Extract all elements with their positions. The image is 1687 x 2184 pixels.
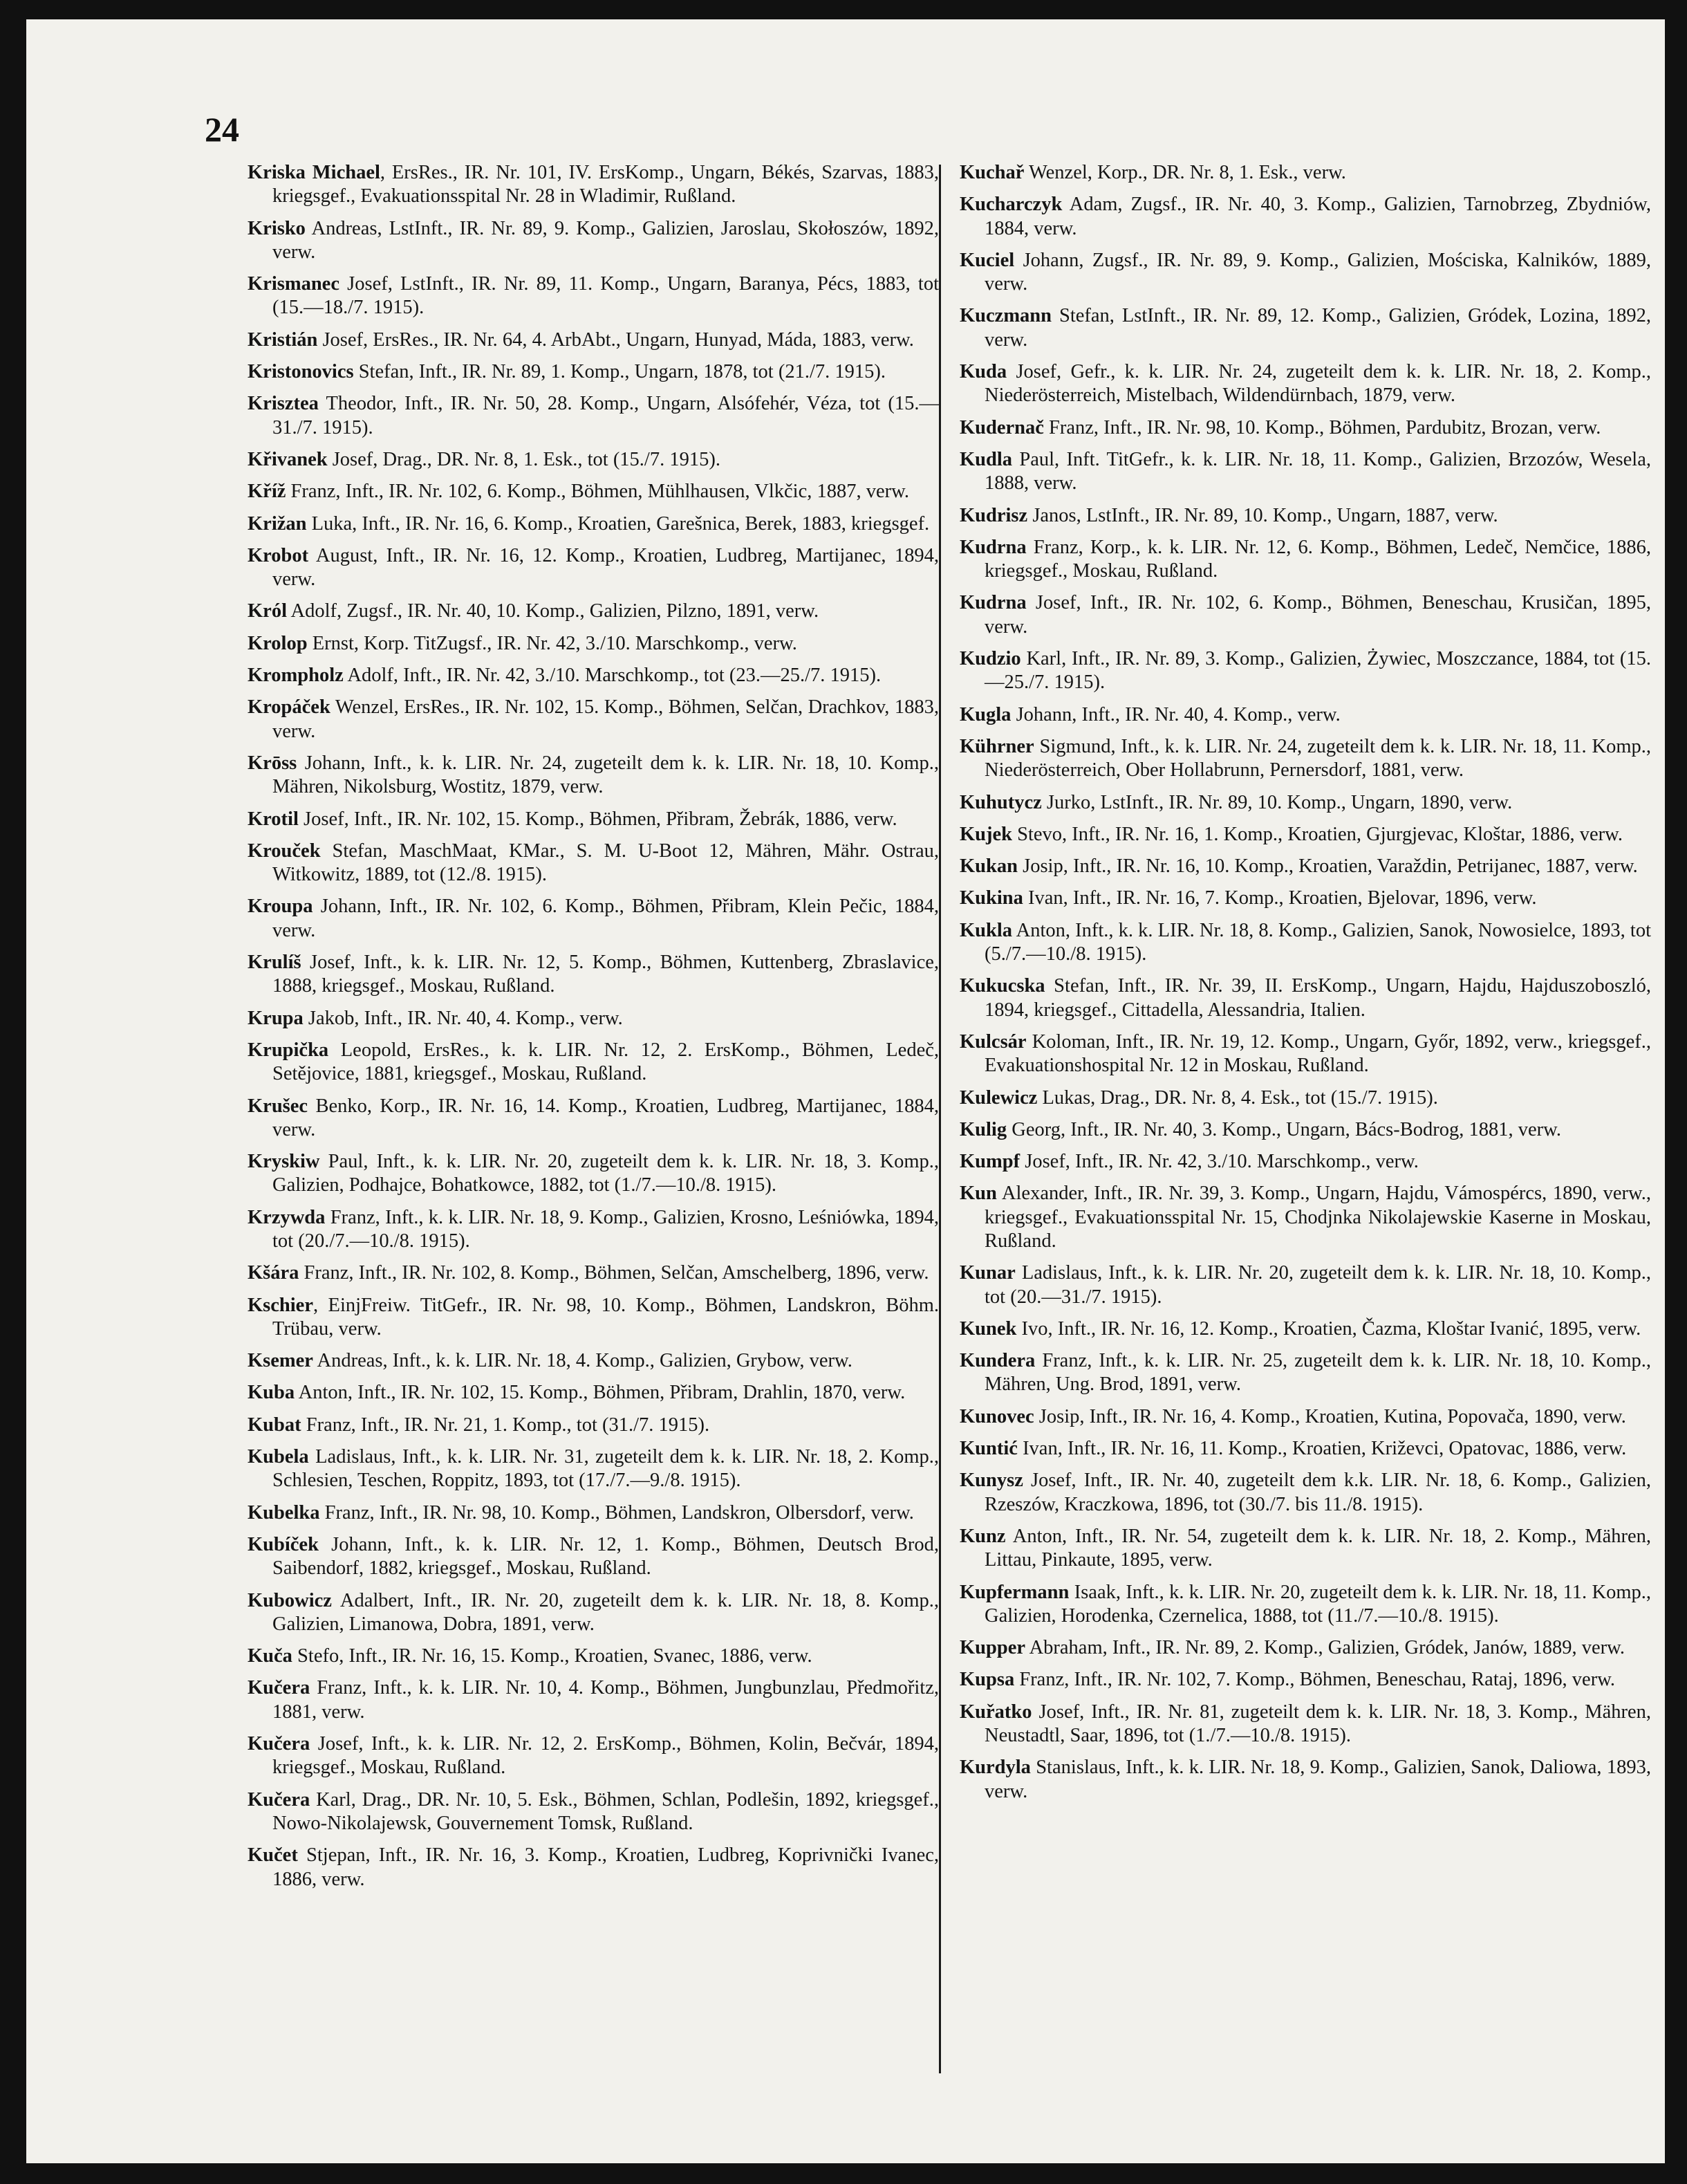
entry-surname: Kudrisz	[960, 504, 1028, 526]
entry-surname: Kudrna	[960, 592, 1027, 614]
entry-details: Josef, Inft., IR. Nr. 40, zugeteilt dem k.k. LIR. Nr. 18, 6. Komp., Galizien, Rzeszów, Kraczkowa, 1896, tot (30./7. bis 11./8. 1915).	[985, 1470, 1651, 1515]
entry-details: Stefan, MaschMaat, KMar., S. M. U-Boot 12, Mähren, Mähr. Ostrau, Witkowitz, 1889, tot (12./8. 1915).	[272, 840, 939, 886]
entry-surname: Kudrna	[960, 536, 1027, 558]
register-entry	[248, 1414, 939, 1437]
entry-details: Adolf, Inft., IR. Nr. 42, 3./10. Marschkomp., tot (23.—25./7. 1915).	[343, 665, 882, 687]
entry-surname: Krompholz	[248, 665, 344, 687]
entry-details: Franz, Inft., IR. Nr. 102, 7. Komp., Böhmen, Beneschau, Rataj, 1896, verw.	[1014, 1669, 1616, 1691]
register-entry	[960, 887, 1651, 910]
entry-details: Andreas, Inft., k. k. LIR. Nr. 18, 4. Komp., Galizien, Grybow, verw.	[313, 1350, 852, 1372]
register-entry	[248, 1589, 939, 1637]
register-entry	[248, 1261, 939, 1285]
entry-details: Alexander, Inft., IR. Nr. 39, 3. Komp., Ungarn, Hajdu, Vámospércs, 1890, verw., kriegsgef., Evakuationsspital Nr. 15, Chodjnka Nikolajewskie Kaserne in Moskau, Rußland.	[985, 1183, 1651, 1252]
entry-details: Jurko, LstInft., IR. Nr. 89, 10. Komp., Ungarn, 1890, verw.	[1041, 791, 1513, 813]
entry-details: Karl, Inft., IR. Nr. 89, 3. Komp., Galizien, Żywiec, Moszczance, 1884, tot (15.—25./7. 1915).	[985, 648, 1651, 694]
page-sheet	[26, 19, 1665, 2163]
entry-details: , EinjFreiw. TitGefr., IR. Nr. 98, 10. Komp., Böhmen, Landskron, Böhm. Trübau, verw.	[272, 1294, 939, 1340]
entry-surname: Krisztea	[248, 393, 319, 415]
entry-details: Adam, Zugsf., IR. Nr. 40, 3. Komp., Galizien, Tarnobrzeg, Zbydniów, 1884, verw.	[985, 194, 1651, 239]
entry-details: Andreas, LstInft., IR. Nr. 89, 9. Komp., Galizien, Jaroslau, Skołoszów, 1892, verw.	[272, 217, 939, 263]
register-entry	[960, 974, 1651, 1022]
register-entry	[960, 1030, 1651, 1078]
entry-surname: Kuča	[248, 1645, 292, 1667]
entry-surname: Kriska Michael	[248, 162, 380, 183]
entry-surname: Križan	[248, 512, 307, 535]
entry-surname: Krismanec	[248, 273, 339, 295]
register-entry	[960, 1086, 1651, 1110]
entry-surname: Kurdyla	[960, 1757, 1031, 1779]
register-entry	[248, 1150, 939, 1198]
entry-details: Stefo, Inft., IR. Nr. 16, 15. Komp., Kroatien, Svanec, 1886, verw.	[292, 1645, 812, 1667]
right-column	[960, 161, 1651, 1812]
entry-surname: Krotil	[248, 808, 299, 830]
entry-details: Luka, Inft., IR. Nr. 16, 6. Komp., Kroatien, Garešnica, Berek, 1883, kriegsgef.	[306, 512, 930, 535]
entry-details: Koloman, Inft., IR. Nr. 19, 12. Komp., Ungarn, Győr, 1892, verw., kriegsgef., Evakuationshospital Nr. 12 in Moskau, Rußland.	[985, 1030, 1651, 1077]
entry-surname: Kukla	[960, 919, 1013, 941]
left-column	[248, 161, 939, 1900]
entry-details: Josef, ErsRes., IR. Nr. 64, 4. ArbAbt., Ungarn, Hunyad, Máda, 1883, verw.	[317, 328, 914, 351]
register-entry	[248, 272, 939, 320]
register-entry	[248, 840, 939, 887]
entry-surname: Król	[248, 600, 287, 622]
entry-surname: Kuřatko	[960, 1701, 1032, 1723]
entry-details: Josef, Inft., k. k. LIR. Nr. 12, 5. Komp., Böhmen, Kuttenberg, Zbraslavice, 1888, kriegsgef., Moskau, Rußland.	[272, 952, 939, 997]
entry-surname: Krušec	[248, 1095, 308, 1117]
entry-details: Jakob, Inft., IR. Nr. 40, 4. Komp., verw.	[303, 1007, 623, 1029]
entry-details: Stefan, Inft., IR. Nr. 39, II. ErsKomp., Ungarn, Hajdu, Hajduszoboszló, 1894, kriegsgef., Cittadella, Alessandria, Italien.	[985, 975, 1651, 1021]
entry-details: Franz, Inft., IR. Nr. 102, 6. Komp., Böhmen, Mühlhausen, Vlkčic, 1887, verw.	[286, 481, 909, 503]
entry-details: Franz, Inft., IR. Nr. 21, 1. Komp., tot (31./7. 1915).	[301, 1414, 710, 1436]
entry-surname: Kučera	[248, 1677, 310, 1699]
register-entry	[960, 448, 1651, 496]
register-entry	[248, 1039, 939, 1086]
entry-details: Franz, Inft., IR. Nr. 98, 10. Komp., Böhmen, Landskron, Olbersdorf, verw.	[319, 1501, 914, 1524]
entry-surname: Kukina	[960, 887, 1023, 909]
entry-surname: Kunysz	[960, 1470, 1023, 1492]
entry-surname: Krisko	[248, 217, 306, 239]
register-entry	[248, 1095, 939, 1142]
entry-details: Josef, Inft., IR. Nr. 42, 3./10. Marschkomp., verw.	[1020, 1151, 1419, 1173]
register-entry	[960, 1118, 1651, 1142]
entry-details: Franz, Inft., k. k. LIR. Nr. 25, zugeteilt dem k. k. LIR. Nr. 18, 10. Komp., Mähren, Ung. Brod, 1891, verw.	[985, 1350, 1651, 1396]
entry-surname: Kuba	[248, 1382, 295, 1404]
entry-surname: Kunek	[960, 1317, 1017, 1340]
register-entry	[248, 448, 939, 472]
entry-surname: Kumpf	[960, 1151, 1020, 1173]
register-entry	[960, 1756, 1651, 1804]
register-entry	[960, 647, 1651, 695]
entry-details: Anton, Inft., IR. Nr. 102, 15. Komp., Böhmen, Přibram, Drahlin, 1870, verw.	[295, 1382, 906, 1404]
entry-details: Leopold, ErsRes., k. k. LIR. Nr. 12, 2. ErsKomp., Böhmen, Ledeč, Setějovice, 1881, kriegsgef., Moskau, Rußland.	[272, 1039, 939, 1085]
entry-details: Johann, Inft., IR. Nr. 102, 6. Komp., Böhmen, Přibram, Klein Pečic, 1884, verw.	[272, 896, 939, 941]
register-entry	[960, 1581, 1651, 1629]
entry-details: Theodor, Inft., IR. Nr. 50, 28. Komp., Ungarn, Alsófehér, Véza, tot (15.—31./7. 1915).	[272, 393, 939, 438]
entry-details: , ErsRes., IR. Nr. 101, IV. ErsKomp., Ungarn, Békés, Szarvas, 1883, kriegsgef., Evakuationsspital Nr. 28 in Wladimir, Rußland.	[272, 162, 939, 207]
entry-details: Karl, Drag., DR. Nr. 10, 5. Esk., Böhmen, Schlan, Podlešin, 1892, kriegsgef., Nowo-Nikolajewsk, Gouvernement Tomsk, Rußland.	[272, 1788, 939, 1834]
entry-surname: Krupa	[248, 1007, 304, 1029]
entry-details: Janos, LstInft., IR. Nr. 89, 10. Komp., Ungarn, 1887, verw.	[1027, 504, 1498, 526]
entry-surname: Kupfermann	[960, 1581, 1070, 1603]
entry-surname: Kulig	[960, 1118, 1007, 1140]
register-entry	[248, 600, 939, 623]
entry-details: Ivan, Inft., IR. Nr. 16, 11. Komp., Kroatien, Križevci, Opatovac, 1886, verw.	[1017, 1438, 1627, 1460]
register-entry	[960, 504, 1651, 528]
entry-surname: Kun	[960, 1183, 997, 1205]
entry-surname: Krolop	[248, 632, 308, 654]
entry-surname: Kulewicz	[960, 1086, 1038, 1109]
register-entry	[248, 632, 939, 656]
register-entry	[960, 1525, 1651, 1573]
register-entry	[248, 951, 939, 999]
entry-details: Josip, Inft., IR. Nr. 16, 4. Komp., Kroatien, Kutina, Popovača, 1890, verw.	[1034, 1405, 1626, 1427]
register-entry	[248, 1676, 939, 1724]
register-entry	[248, 1294, 939, 1342]
entry-details: Wenzel, ErsRes., IR. Nr. 102, 15. Komp., Böhmen, Selčan, Drachkov, 1883, verw.	[272, 696, 939, 742]
entry-surname: Kudernač	[960, 416, 1044, 438]
register-entry	[960, 1150, 1651, 1174]
entry-surname: Kuczmann	[960, 305, 1052, 327]
entry-surname: Kuhutycz	[960, 791, 1042, 813]
entry-surname: Kukucska	[960, 975, 1045, 997]
entry-details: Anton, Inft., IR. Nr. 54, zugeteilt dem k. k. LIR. Nr. 18, 2. Komp., Mähren, Littau, Pinkaute, 1895, verw.	[985, 1525, 1651, 1571]
register-entry	[960, 1437, 1651, 1461]
entry-details: Stanislaus, Inft., k. k. LIR. Nr. 18, 9. Komp., Galizien, Sanok, Daliowa, 1893, verw.	[985, 1757, 1651, 1802]
entry-surname: Kunovec	[960, 1405, 1034, 1427]
register-entry	[960, 919, 1651, 967]
entry-surname: Kristián	[248, 328, 318, 351]
entry-details: Lukas, Drag., DR. Nr. 8, 4. Esk., tot (15./7. 1915).	[1037, 1086, 1438, 1109]
entry-details: Johann, Inft., IR. Nr. 40, 4. Komp., verw.	[1011, 703, 1341, 725]
register-entry	[960, 249, 1651, 297]
entry-surname: Krouček	[248, 840, 321, 862]
entry-surname: Kubowicz	[248, 1589, 332, 1611]
entry-surname: Kunz	[960, 1525, 1006, 1547]
register-entry	[248, 328, 939, 352]
entry-details: Paul, Inft. TitGefr., k. k. LIR. Nr. 18, 11. Komp., Galizien, Brzozów, Wesela, 1888, verw.	[985, 448, 1651, 494]
entry-details: Stefan, Inft., IR. Nr. 89, 1. Komp., Ungarn, 1878, tot (21./7. 1915).	[353, 361, 886, 383]
entry-details: Ernst, Korp. TitZugsf., IR. Nr. 42, 3./10. Marschkomp., verw.	[307, 632, 797, 654]
entry-details: Josip, Inft., IR. Nr. 16, 10. Komp., Kroatien, Varaždin, Petrijanec, 1887, verw.	[1017, 855, 1638, 878]
entry-details: Georg, Inft., IR. Nr. 40, 3. Komp., Ungarn, Bács-Bodrog, 1881, verw.	[1007, 1118, 1561, 1140]
entry-details: Johann, Inft., k. k. LIR. Nr. 24, zugeteilt dem k. k. LIR. Nr. 18, 10. Komp., Mähren, Nikolsburg, Wostitz, 1879, verw.	[272, 752, 939, 798]
register-entry	[248, 1206, 939, 1254]
register-entry	[248, 512, 939, 536]
register-entry	[960, 304, 1651, 352]
entry-details: Josef, Inft., k. k. LIR. Nr. 12, 2. ErsKomp., Böhmen, Kolin, Bečvár, 1894, kriegsgef., Moskau, Rußland.	[272, 1733, 939, 1779]
entry-details: Franz, Inft., IR. Nr. 98, 10. Komp., Böhmen, Pardubitz, Brozan, verw.	[1043, 416, 1601, 438]
entry-surname: Kubíček	[248, 1533, 319, 1555]
entry-surname: Kučera	[248, 1733, 310, 1755]
register-entry	[960, 791, 1651, 815]
entry-surname: Kubela	[248, 1446, 309, 1468]
entry-surname: Krobot	[248, 544, 309, 566]
entry-details: Josef, Drag., DR. Nr. 8, 1. Esk., tot (15./7. 1915).	[327, 448, 720, 470]
entry-surname: Kšára	[248, 1262, 299, 1284]
register-entry	[248, 1381, 939, 1405]
entry-details: Adalbert, Inft., IR. Nr. 20, zugeteilt dem k. k. LIR. Nr. 18, 8. Komp., Galizien, Limanowa, Dobra, 1891, verw.	[272, 1589, 939, 1635]
entry-surname: Kulcsár	[960, 1030, 1027, 1053]
entry-details: Franz, Inft., IR. Nr. 102, 8. Komp., Böhmen, Selčan, Amschelberg, 1896, verw.	[299, 1262, 929, 1284]
register-entry	[960, 1636, 1651, 1660]
register-entry	[960, 1668, 1651, 1692]
entry-details: Anton, Inft., k. k. LIR. Nr. 18, 8. Komp., Galizien, Sanok, Nowosielce, 1893, tot (5./7.—10./8. 1915).	[985, 919, 1651, 965]
register-entry	[248, 895, 939, 943]
entry-details: Paul, Inft., k. k. LIR. Nr. 20, zugeteilt dem k. k. LIR. Nr. 18, 3. Komp., Galizien, Podhajce, Bohatkowce, 1882, tot (1./7.—10./8. 1915).	[272, 1151, 939, 1196]
register-entry	[248, 1501, 939, 1525]
entry-details: Josef, LstInft., IR. Nr. 89, 11. Komp., Ungarn, Baranya, Pécs, 1883, tot (15.—18./7. 1915).	[272, 273, 939, 319]
register-entry	[248, 1349, 939, 1373]
entry-details: Adolf, Zugsf., IR. Nr. 40, 10. Komp., Galizien, Pilzno, 1891, verw.	[287, 600, 819, 622]
register-entry	[960, 193, 1651, 241]
entry-surname: Kugla	[960, 703, 1012, 725]
entry-details: Franz, Inft., k. k. LIR. Nr. 10, 4. Komp., Böhmen, Jungbunzlau, Předmořitz, 1881, verw.	[272, 1677, 939, 1723]
register-entry	[960, 1182, 1651, 1253]
entry-surname: Kuchař	[960, 162, 1025, 183]
entry-details: Josef, Inft., IR. Nr. 102, 6. Komp., Böhmen, Beneschau, Krusičan, 1895, verw.	[985, 592, 1651, 638]
entry-surname: Kryskiw	[248, 1151, 320, 1173]
entry-surname: Kuntić	[960, 1438, 1018, 1460]
entry-surname: Kučet	[248, 1844, 298, 1867]
register-entry	[960, 703, 1651, 727]
entry-surname: Kubat	[248, 1414, 301, 1436]
entry-details: Ivan, Inft., IR. Nr. 16, 7. Komp., Kroatien, Bjelovar, 1896, verw.	[1023, 887, 1537, 909]
register-entry	[248, 1645, 939, 1668]
entry-details: Stevo, Inft., IR. Nr. 16, 1. Komp., Kroatien, Gjurgjevac, Kloštar, 1886, verw.	[1012, 823, 1623, 845]
register-entry	[960, 360, 1651, 408]
entry-surname: Kujek	[960, 823, 1013, 845]
entry-details: Benko, Korp., IR. Nr. 16, 14. Komp., Kroatien, Ludbreg, Martijanec, 1884, verw.	[272, 1095, 939, 1140]
register-entry	[960, 1317, 1651, 1341]
register-entry	[248, 217, 939, 265]
entry-surname: Kundera	[960, 1350, 1036, 1372]
register-entry	[248, 1445, 939, 1493]
entry-surname: Krzywda	[248, 1206, 326, 1228]
entry-details: Ladislaus, Inft., k. k. LIR. Nr. 31, zugeteilt dem k. k. LIR. Nr. 18, 2. Komp., Schlesien, Teschen, Roppitz, 1893, tot (17./7.—9./8. 1915).	[272, 1446, 939, 1492]
register-entry	[960, 416, 1651, 440]
entry-surname: Kunar	[960, 1262, 1016, 1284]
entry-details: August, Inft., IR. Nr. 16, 12. Komp., Kroatien, Ludbreg, Martijanec, 1894, verw.	[272, 544, 939, 591]
register-entry	[960, 591, 1651, 639]
register-entry	[960, 1405, 1651, 1429]
register-entry	[960, 1701, 1651, 1748]
entry-details: Wenzel, Korp., DR. Nr. 8, 1. Esk., verw.	[1024, 162, 1346, 183]
entry-surname: Kührner	[960, 735, 1034, 757]
register-entry	[248, 808, 939, 831]
entry-surname: Kříž	[248, 481, 286, 503]
entry-details: Franz, Inft., k. k. LIR. Nr. 18, 9. Komp., Galizien, Krosno, Leśniówka, 1894, tot (20./7.—10./8. 1915).	[272, 1206, 939, 1252]
register-entry	[248, 544, 939, 592]
register-entry	[960, 536, 1651, 584]
entry-details: Stefan, LstInft., IR. Nr. 89, 12. Komp., Galizien, Gródek, Lozina, 1892, verw.	[985, 305, 1651, 351]
register-entry	[248, 161, 939, 209]
register-entry	[960, 735, 1651, 783]
entry-details: Johann, Inft., k. k. LIR. Nr. 12, 1. Komp., Böhmen, Deutsch Brod, Saibendorf, 1882, kriegsgef., Moskau, Rußland.	[272, 1533, 939, 1580]
register-entry	[960, 1349, 1651, 1397]
register-entry	[248, 1007, 939, 1030]
page-number: 24	[205, 110, 239, 149]
entry-surname: Kristonovics	[248, 361, 354, 383]
entry-details: Sigmund, Inft., k. k. LIR. Nr. 24, zugeteilt dem k. k. LIR. Nr. 18, 11. Komp., Niederösterreich, Ober Hollabrunn, Pernersdorf, 1881, verw.	[985, 735, 1651, 781]
register-entry	[248, 696, 939, 743]
entry-surname: Krōss	[248, 752, 297, 774]
column-divider	[939, 165, 941, 2073]
register-entry	[960, 1469, 1651, 1517]
entry-surname: Kupper	[960, 1637, 1026, 1659]
register-entry	[248, 392, 939, 440]
entry-details: Josef, Inft., IR. Nr. 102, 15. Komp., Böhmen, Přibram, Žebrák, 1886, verw.	[298, 808, 897, 830]
register-entry	[248, 1844, 939, 1891]
register-entry	[248, 664, 939, 687]
entry-surname: Kucharczyk	[960, 194, 1063, 216]
entry-surname: Kroupa	[248, 896, 313, 918]
entry-surname: Krupička	[248, 1039, 329, 1061]
register-entry	[248, 1788, 939, 1836]
register-entry	[960, 823, 1651, 846]
entry-surname: Kučera	[248, 1788, 310, 1811]
register-entry	[960, 1261, 1651, 1309]
register-entry	[248, 1533, 939, 1581]
entry-details: Ivo, Inft., IR. Nr. 16, 12. Komp., Kroatien, Čazma, Kloštar Ivanić, 1895, verw.	[1016, 1317, 1641, 1340]
entry-details: Ladislaus, Inft., k. k. LIR. Nr. 20, zugeteilt dem k. k. LIR. Nr. 18, 10. Komp., tot (20.—31./7. 1915).	[985, 1262, 1651, 1308]
entry-surname: Kupsa	[960, 1669, 1015, 1691]
entry-surname: Krulíš	[248, 952, 301, 974]
entry-details: Josef, Gefr., k. k. LIR. Nr. 24, zugeteilt dem k. k. LIR. Nr. 18, 2. Komp., Niederösterreich, Mistelbach, Wildendürnbach, 1879, verw.	[985, 361, 1651, 407]
register-entry	[248, 1732, 939, 1780]
entry-details: Johann, Zugsf., IR. Nr. 89, 9. Komp., Galizien, Mościska, Kalników, 1889, verw.	[985, 249, 1651, 295]
register-entry	[960, 161, 1651, 185]
register-entry	[248, 480, 939, 503]
entry-surname: Ksemer	[248, 1350, 313, 1372]
entry-surname: Kropáček	[248, 696, 330, 719]
entry-details: Franz, Korp., k. k. LIR. Nr. 12, 6. Komp., Böhmen, Ledeč, Nemčice, 1886, kriegsgef., Moskau, Rußland.	[985, 536, 1651, 582]
register-entry	[248, 752, 939, 799]
entry-surname: Křivanek	[248, 448, 328, 470]
entry-details: Isaak, Inft., k. k. LIR. Nr. 20, zugeteilt dem k. k. LIR. Nr. 18, 11. Komp., Galizien, Horodenka, Czernelica, 1888, tot (11./7.—10./8. 1915).	[985, 1581, 1651, 1627]
register-entry	[248, 360, 939, 384]
entry-surname: Kuda	[960, 361, 1007, 383]
entry-surname: Kubelka	[248, 1501, 320, 1524]
entry-surname: Kukan	[960, 855, 1018, 878]
entry-surname: Kuciel	[960, 249, 1015, 271]
entry-surname: Kudla	[960, 448, 1013, 470]
entry-details: Abraham, Inft., IR. Nr. 89, 2. Komp., Galizien, Gródek, Janów, 1889, verw.	[1025, 1637, 1625, 1659]
entry-surname: Kudzio	[960, 648, 1021, 670]
entry-details: Stjepan, Inft., IR. Nr. 16, 3. Komp., Kroatien, Ludbreg, Koprivnički Ivanec, 1886, verw.	[272, 1844, 939, 1890]
entry-details: Josef, Inft., IR. Nr. 81, zugeteilt dem k. k. LIR. Nr. 18, 3. Komp., Mähren, Neustadtl, Saar, 1896, tot (1./7.—10./8. 1915).	[985, 1701, 1651, 1747]
register-entry	[960, 855, 1651, 878]
entry-surname: Kschier	[248, 1294, 313, 1316]
